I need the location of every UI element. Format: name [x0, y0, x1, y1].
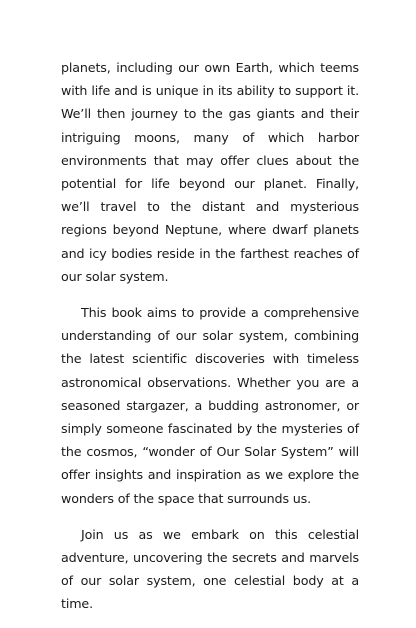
paragraph-book-aims: This book aims to provide a comprehensive understanding of our solar system, combining the latest scientific discoveries with timeless astronomical observations. Whether you are a seasoned stargazer, a budding astronomer, or simply someone fascinated by the mysteries of the cosmos, “wonder of Our Solar System” will offer insights and inspiration as we explore the wonders of the space that surrounds us.	[61, 305, 359, 506]
paragraph-continuation: planets, including our own Earth, which teems with life and is unique in its ability to support it. We’ll then journey to the gas giants and their intriguing moons, many of which harbor environments that may offer clues about the potential for life beyond our planet. Finally, we’ll travel to the distant and mysterious regions beyond Neptune, where dwarf planets and icy bodies reside in the farthest reaches of our solar system.	[61, 60, 359, 284]
book-page	[61, 56, 359, 616]
paragraph-join-us: Join us as we embark on this celestial adventure, uncovering the secrets and marvels of our solar system, one celestial body at a time.	[61, 526, 359, 612]
